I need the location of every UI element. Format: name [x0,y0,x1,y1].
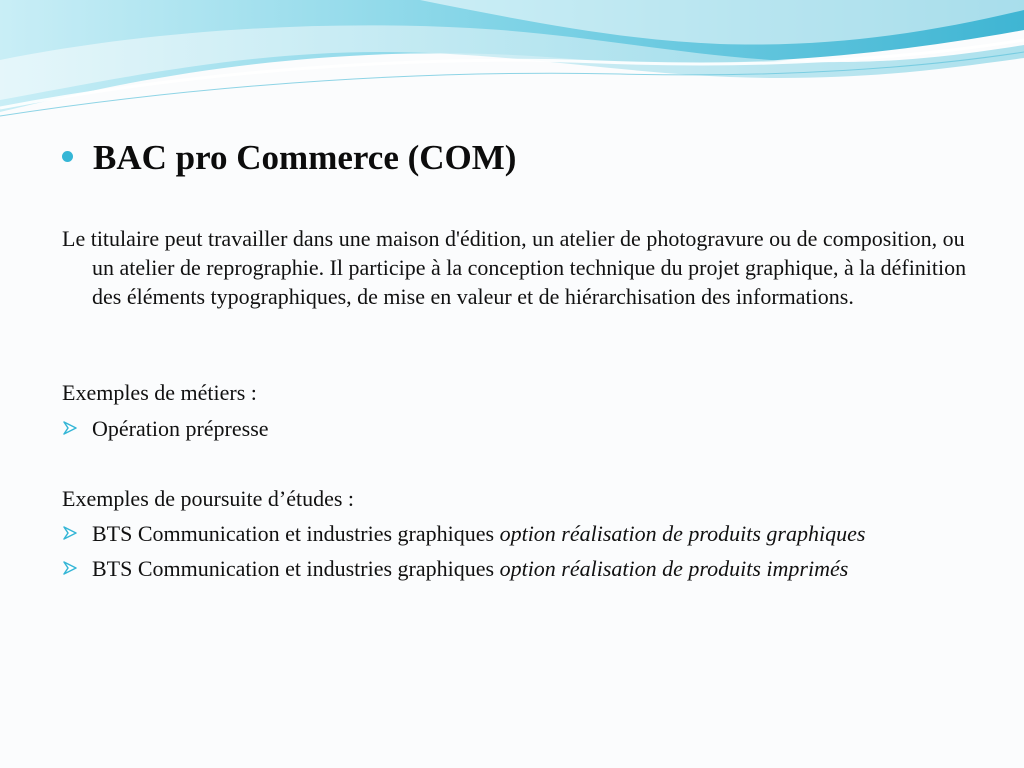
list-item-text: Opération prépresse [92,416,269,441]
list-item [62,519,922,548]
etudes-list [62,519,922,589]
list-item [62,414,922,443]
list-item-italic: option réalisation de produits graphiques [499,521,866,546]
description-paragraph: Le titulaire peut travailler dans une maison d'édition, un atelier de photogravure ou de composition, ou un atelier de reprographie. Il participe à la conception technique du projet graphique, à la définition des éléments typographiques, de mise en valeur et de hiérarchisation des informations. [62,226,967,309]
title-row [62,138,516,178]
arrow-bullet-icon [62,560,78,576]
list-item-italic: option réalisation de produits imprimés [499,556,849,581]
metiers-heading: Exemples de métiers : [62,380,257,405]
list-item-text: BTS Communication et industries graphiques [92,556,500,581]
list-item [62,554,922,583]
list-item-text: BTS Communication et industries graphiques [92,521,500,546]
bullet-dot-icon [62,151,73,162]
arrow-bullet-icon [62,420,78,436]
decorative-wave-header [0,0,1024,120]
arrow-bullet-icon [62,525,78,541]
metiers-list [62,414,922,449]
slide-title: BAC pro Commerce (COM) [93,138,517,177]
etudes-heading: Exemples de poursuite d’études : [62,486,355,511]
